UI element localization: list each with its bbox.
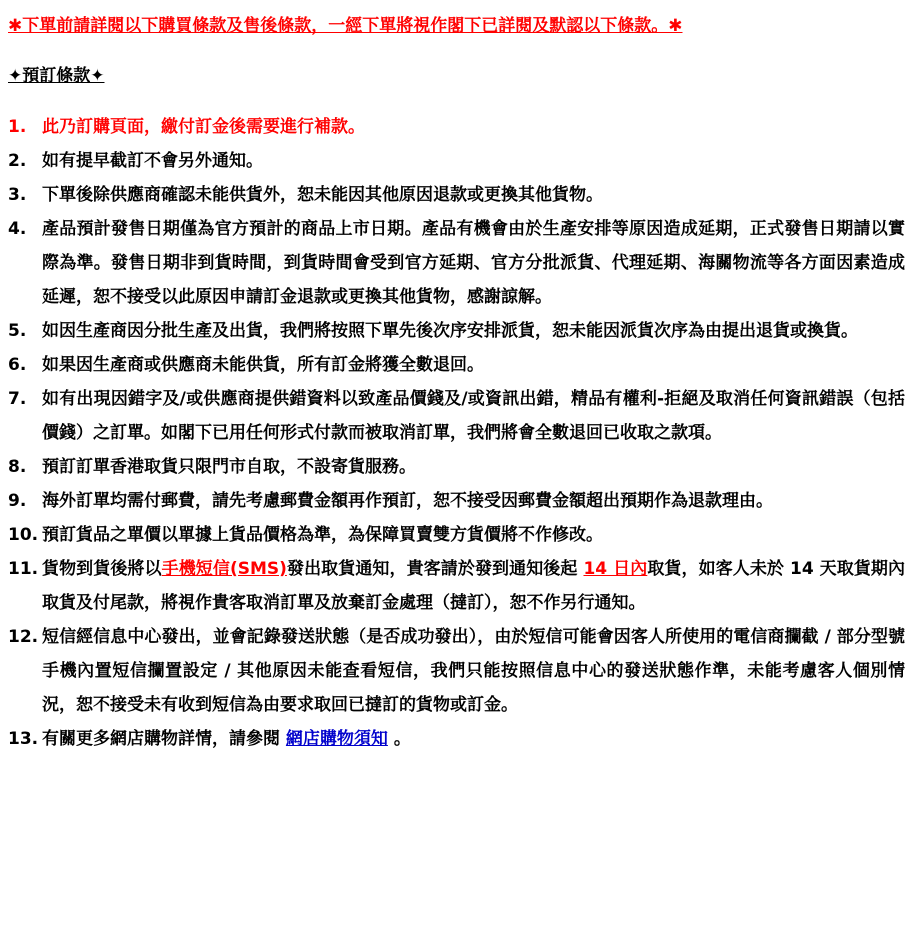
preorder-terms-section-heading: ✦預訂條款✦ — [8, 66, 105, 86]
term-text-segment: 。 — [387, 729, 411, 749]
term-number: 8. — [8, 457, 27, 477]
term-text: 如有提早截訂不會另外通知。 — [42, 151, 263, 171]
term-item-2 — [8, 144, 905, 178]
term-number: 13. — [8, 729, 39, 749]
term-text-segment: 貨物到貨後將以 — [42, 559, 162, 579]
term-item-3 — [8, 178, 905, 212]
term-text: 此乃訂購頁面，繳付訂金後需要進行補款。 — [42, 117, 365, 137]
term-item-5 — [8, 314, 905, 348]
term-item-7 — [8, 382, 905, 450]
term-text: 如果因生產商或供應商未能供貨，所有訂金將獲全數退回。 — [42, 355, 484, 375]
term-number: 11. — [8, 559, 39, 579]
term-text: 如因生產商因分批生產及出貨，我們將按照下單先後次序安排派貨，恕未能因派貨次序為由提出退貨或換貨。 — [42, 321, 858, 341]
term-item-1 — [8, 110, 905, 144]
term-text: 預訂訂單香港取貨只限門市自取，不設寄貨服務。 — [42, 457, 416, 477]
purchase-terms-notice-title: ✱下單前請詳閱以下購買條款及售後條款，一經下單將視作閣下已詳閱及默認以下條款。✱ — [8, 16, 683, 36]
term-item-12 — [8, 620, 905, 722]
term-item-13 — [8, 722, 905, 756]
term-text: 海外訂單均需付郵費，請先考慮郵費金額再作預訂，恕不接受因郵費金額超出預期作為退款理由。 — [42, 491, 773, 511]
term-text-segment: 有關更多網店購物詳情，請參閱 — [42, 729, 286, 749]
term-text: 產品預計發售日期僅為官方預計的商品上市日期。產品有機會由於生產安排等原因造成延期，正式發售日期請以實際為準。發售日期非到貨時間，到貨時間會受到官方延期、官方分批派貨、代理延期、海關物流等各方面因素造成延遲，恕不接受以此原因申請訂金退款或更換其他貨物，感謝諒解。 — [42, 219, 905, 307]
sms-notice-highlight: 手機短信(SMS) — [161, 559, 287, 579]
pickup-days-highlight: 14 日內 — [583, 559, 648, 579]
term-text-segment: 發出取貨通知，貴客請於發到通知後起 — [286, 559, 584, 579]
term-number: 12. — [8, 627, 39, 647]
term-text: 預訂貨品之單價以單據上貨品價格為準，為保障買賣雙方貨價將不作修改。 — [42, 525, 603, 545]
terms-list — [8, 110, 905, 756]
term-number: 5. — [8, 321, 27, 341]
term-number: 1. — [8, 117, 27, 137]
term-number: 2. — [8, 151, 27, 171]
term-item-8 — [8, 450, 905, 484]
term-item-9 — [8, 484, 905, 518]
term-text: 如有出現因錯字及/或供應商提供錯資料以致產品價錢及/或資訊出錯，精品有權利-拒絕及取消任何資訊錯誤（包括價錢）之訂單。如閣下已用任何形式付款而被取消訂單，我們將會全數退回已收取之款項。 — [42, 389, 905, 443]
term-text — [42, 722, 905, 756]
term-item-10 — [8, 518, 905, 552]
term-number: 6. — [8, 355, 27, 375]
term-number: 3. — [8, 185, 27, 205]
term-text-segment: 取貨，如客人未於 14 天取貨期內取貨及付尾款，將視作貴客取消訂單及放棄訂金處理（撻訂），恕不作另行通知。 — [42, 559, 906, 613]
store-shopping-notice-link[interactable]: 網店購物須知 — [285, 729, 388, 749]
term-text: 下單後除供應商確認未能供貨外，恕未能因其他原因退款或更換其他貨物。 — [42, 185, 603, 205]
term-number: 7. — [8, 389, 27, 409]
term-text — [42, 552, 905, 620]
term-item-4 — [8, 212, 905, 314]
term-number: 10. — [8, 525, 39, 545]
term-text: 短信經信息中心發出，並會記錄發送狀態（是否成功發出），由於短信可能會因客人所使用的電信商攔截 / 部分型號手機內置短信攔置設定 / 其他原因未能查看短信，我們只能按照信息中心的發送狀態作準，未能考慮客人個別情況，恕不接受未有收到短信為由要求取回已撻訂的貨物或訂金。 — [42, 627, 905, 715]
term-number: 9. — [8, 491, 27, 511]
term-item-11 — [8, 552, 905, 620]
term-item-6 — [8, 348, 905, 382]
term-number: 4. — [8, 219, 27, 239]
